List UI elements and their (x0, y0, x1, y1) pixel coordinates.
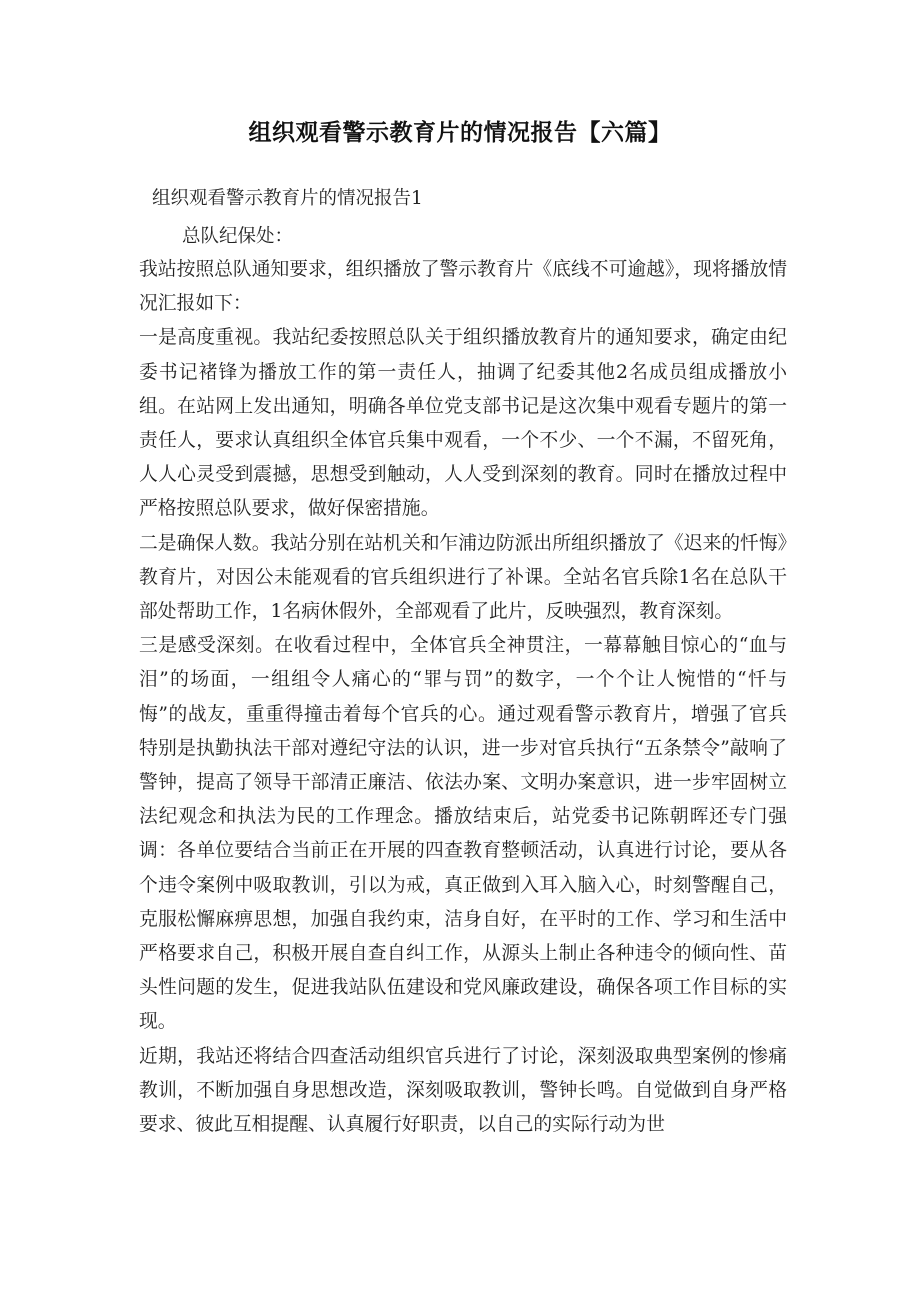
salutation: 总队纪保处： (182, 226, 294, 247)
section-title: 组织观看警示教育片的情况报告1 (152, 188, 423, 209)
paragraph-recent: 近期，我站还将结合四查活动组织官兵进行了讨论，深刻汲取典型案例的惨痛教训，不断加强自身思想改造，深刻吸取教训，警钟长鸣。自觉做到自身严格要求、彼此互相提醒、认真履行好职责，以自己的实际行动为世 (139, 1045, 787, 1136)
document-body (139, 253, 787, 1142)
paragraph-point-2: 二是确保人数。我站分别在站机关和乍浦边防派出所组织播放了《迟来的忏悔》教育片，对因公未能观看的官兵组织进行了补课。全站名官兵除1名在总队干部处帮助工作，1名病休假外，全部观看了此片，反映强烈，教育深刻。 (139, 532, 787, 623)
paragraph-point-1: 一是高度重视。我站纪委按照总队关于组织播放教育片的通知要求，确定由纪委书记褚锋为播放工作的第一责任人，抽调了纪委其他2名成员组成播放小组。在站网上发出通知，明确各单位党支部书记是这次集中观看专题片的第一责任人，要求认真组织全体官兵集中观看，一个不少、一个不漏，不留死角，人人心灵受到震撼，思想受到触动，人人受到深刻的教育。同时在播放过程中严格按照总队要求，做好保密措施。 (139, 327, 787, 520)
paragraph-point-3: 三是感受深刻。在收看过程中，全体官兵全神贯注，一幕幕触目惊心的“血与泪”的场面，一组组令人痛心的“罪与罚”的数字，一个个让人惋惜的“忏与悔”的战友，重重得撞击着每个官兵的心。通过观看警示教育片，增强了官兵特别是执勤执法干部对遵纪守法的认识，进一步对官兵执行“五条禁令”敲响了警钟，提高了领导干部清正廉洁、依法办案、文明办案意识，进一步牢固树立法纪观念和执法为民的工作理念。播放结束后，站党委书记陈朝晖还专门强调：各单位要结合当前正在开展的四查教育整顿活动，认真进行讨论，要从各个违令案例中吸取教训，引以为戒，真正做到入耳入脑入心，时刻警醒自己，克服松懈麻痹思想，加强自我约束，洁身自好，在平时的工作、学习和生活中严格要求自己，积极开展自查自纠工作，从源头上制止各种违令的倾向性、苗头性问题的发生，促进我站队伍建设和党风廉政建设，确保各项工作目标的实现。 (139, 635, 787, 1033)
paragraph-intro: 我站按照总队通知要求，组织播放了警示教育片《底线不可逾越》，现将播放情况汇报如下： (139, 259, 787, 315)
document-title: 组织观看警示教育片的情况报告【六篇】 (248, 120, 672, 146)
